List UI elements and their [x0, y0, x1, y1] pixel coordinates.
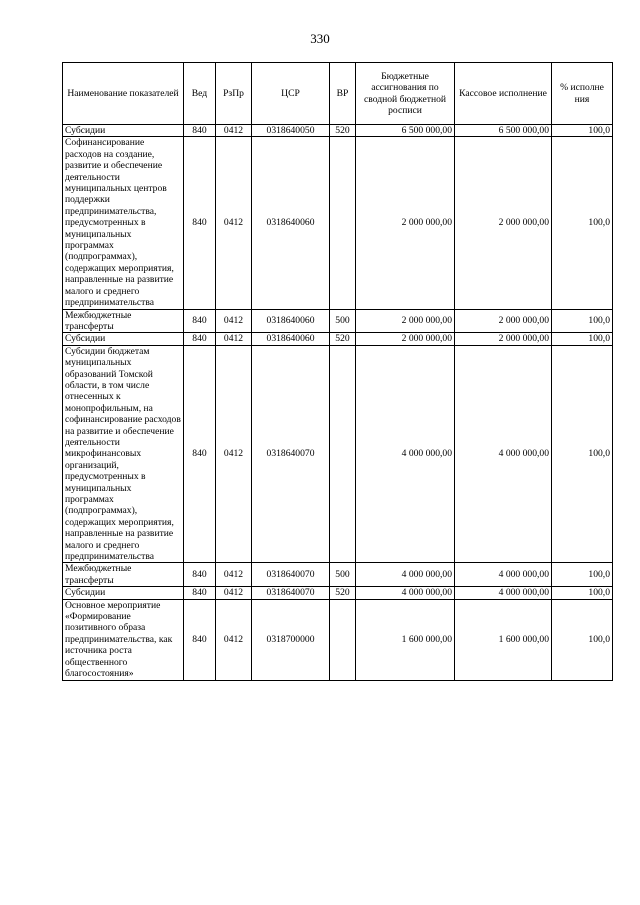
cell-assignments: 2 000 000,00 — [356, 137, 455, 309]
cell-percent: 100,0 — [552, 599, 613, 680]
cell-cash: 2 000 000,00 — [455, 309, 552, 333]
cell-assignments: 6 500 000,00 — [356, 125, 455, 137]
table-row — [63, 309, 613, 333]
cell-name: Софинансирование расходов на создание, развитие и обеспечение деятельности муниципальных центров поддержки предпринимательства, предусмотренных в муниципальных программах (подпрограммах), содержащих мероприятия, направленные на развитие малого и среднего предпринимательства — [63, 137, 184, 309]
cell-ved: 840 — [184, 563, 216, 587]
table-row — [63, 125, 613, 137]
cell-name: Межбюджетные трансферты — [63, 563, 184, 587]
cell-vr: 500 — [330, 563, 356, 587]
cell-cash: 6 500 000,00 — [455, 125, 552, 137]
cell-rzpr: 0412 — [216, 563, 252, 587]
cell-csr: 0318640070 — [252, 345, 330, 563]
cell-csr: 0318640060 — [252, 137, 330, 309]
table-row — [63, 345, 613, 563]
cell-cash: 1 600 000,00 — [455, 599, 552, 680]
cell-rzpr: 0412 — [216, 125, 252, 137]
table-row — [63, 333, 613, 345]
header-cash: Кассовое исполнение — [455, 63, 552, 125]
table-row — [63, 137, 613, 309]
cell-vr: 520 — [330, 333, 356, 345]
header-rzpr: РзПр — [216, 63, 252, 125]
cell-name: Межбюджетные трансферты — [63, 309, 184, 333]
cell-percent: 100,0 — [552, 333, 613, 345]
cell-percent: 100,0 — [552, 345, 613, 563]
cell-ved: 840 — [184, 309, 216, 333]
cell-cash: 4 000 000,00 — [455, 345, 552, 563]
cell-rzpr: 0412 — [216, 333, 252, 345]
cell-vr: 520 — [330, 125, 356, 137]
header-percent: % исполне ния — [552, 63, 613, 125]
cell-percent: 100,0 — [552, 137, 613, 309]
header-ved: Вед — [184, 63, 216, 125]
cell-percent: 100,0 — [552, 587, 613, 599]
cell-cash: 4 000 000,00 — [455, 587, 552, 599]
table-row — [63, 563, 613, 587]
cell-assignments: 2 000 000,00 — [356, 333, 455, 345]
cell-assignments: 1 600 000,00 — [356, 599, 455, 680]
cell-percent: 100,0 — [552, 563, 613, 587]
cell-ved: 840 — [184, 137, 216, 309]
header-row — [63, 63, 613, 125]
table-row — [63, 587, 613, 599]
cell-vr: 500 — [330, 309, 356, 333]
header-vr: ВР — [330, 63, 356, 125]
header-name: Наименование показателей — [63, 63, 184, 125]
cell-name: Основное мероприятие «Формирование позитивного образа предпринимательства, как источника роста общественного благосостояния» — [63, 599, 184, 680]
cell-ved: 840 — [184, 125, 216, 137]
cell-csr: 0318640070 — [252, 587, 330, 599]
cell-rzpr: 0412 — [216, 599, 252, 680]
budget-table — [62, 62, 613, 681]
page-number: 330 — [310, 31, 330, 46]
cell-csr: 0318640060 — [252, 333, 330, 345]
cell-name: Субсидии бюджетам муниципальных образований Томской области, в том числе отнесенных к монопрофильным, на софинансирование расходов на развитие и обеспечение деятельности микрофинансовых организаций, предусмотренных в муниципальных программах (подпрограммах), содержащих мероприятия, направленные на развитие малого и среднего предпринимательства — [63, 345, 184, 563]
cell-ved: 840 — [184, 587, 216, 599]
cell-vr — [330, 599, 356, 680]
cell-assignments: 4 000 000,00 — [356, 587, 455, 599]
cell-vr: 520 — [330, 587, 356, 599]
header-csr: ЦСР — [252, 63, 330, 125]
cell-cash: 2 000 000,00 — [455, 137, 552, 309]
header-assignments: Бюджетные ассигнования по сводной бюджетной росписи — [356, 63, 455, 125]
cell-csr: 0318640050 — [252, 125, 330, 137]
cell-cash: 2 000 000,00 — [455, 333, 552, 345]
cell-csr: 0318700000 — [252, 599, 330, 680]
cell-vr — [330, 345, 356, 563]
cell-rzpr: 0412 — [216, 587, 252, 599]
cell-csr: 0318640060 — [252, 309, 330, 333]
cell-name: Субсидии — [63, 587, 184, 599]
cell-name: Субсидии — [63, 333, 184, 345]
cell-percent: 100,0 — [552, 125, 613, 137]
cell-rzpr: 0412 — [216, 309, 252, 333]
cell-rzpr: 0412 — [216, 345, 252, 563]
cell-name: Субсидии — [63, 125, 184, 137]
cell-assignments: 4 000 000,00 — [356, 563, 455, 587]
cell-vr — [330, 137, 356, 309]
cell-assignments: 2 000 000,00 — [356, 309, 455, 333]
cell-cash: 4 000 000,00 — [455, 563, 552, 587]
cell-percent: 100,0 — [552, 309, 613, 333]
cell-assignments: 4 000 000,00 — [356, 345, 455, 563]
cell-ved: 840 — [184, 333, 216, 345]
cell-csr: 0318640070 — [252, 563, 330, 587]
cell-ved: 840 — [184, 345, 216, 563]
cell-ved: 840 — [184, 599, 216, 680]
cell-rzpr: 0412 — [216, 137, 252, 309]
table-row — [63, 599, 613, 680]
